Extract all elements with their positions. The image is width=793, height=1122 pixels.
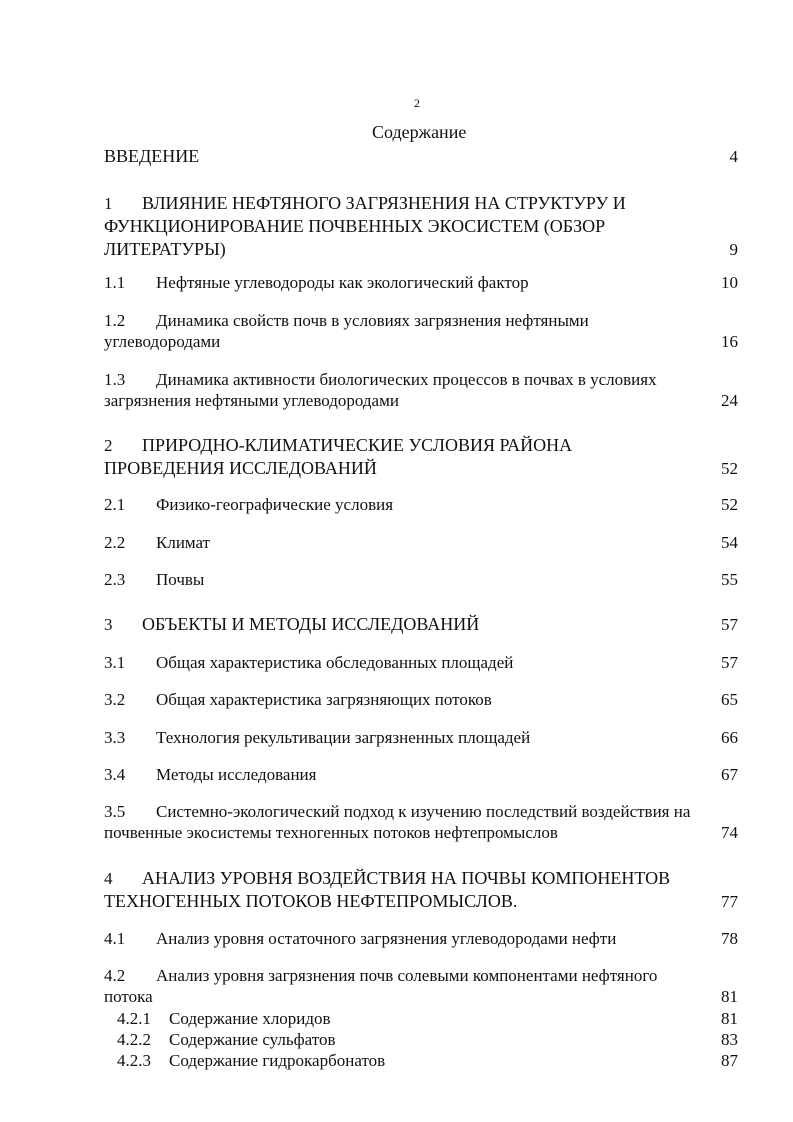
toc-entry-2-3	[104, 569, 738, 590]
toc-entry-chapter-3	[104, 614, 738, 635]
toc-entry-page: 78	[721, 929, 738, 948]
toc-entry-number: 4.2.3	[117, 1051, 151, 1070]
toc-entry-page: 65	[721, 690, 738, 709]
toc-entry-title: Содержание гидрокарбонатов	[169, 1051, 386, 1070]
toc-entry-title: Технология рекультивации загрязненных площадей	[156, 728, 531, 747]
toc-entry-page: 9	[729, 240, 738, 259]
toc-entry-1-3	[104, 369, 738, 411]
toc-entry-page: 54	[721, 533, 738, 552]
toc-entry-page: 67	[721, 765, 738, 784]
toc-entry-page: 57	[721, 615, 738, 634]
toc-entry-2-2	[104, 532, 738, 553]
toc-entry-number: 4.2.1	[117, 1009, 151, 1028]
toc-entry-title: Почвы	[156, 570, 205, 589]
toc-entry-4-2-1	[117, 1008, 738, 1029]
toc-entry-number: 1	[104, 194, 113, 213]
toc-entry-number: 4	[104, 869, 113, 888]
toc-entry-title: ВВЕДЕНИЕ	[104, 146, 200, 166]
toc-entry-page: 24	[721, 391, 738, 410]
toc-entry-2-1	[104, 494, 738, 515]
toc-entry-number: 4.2.2	[117, 1030, 151, 1049]
toc-entry-number: 2.3	[104, 570, 126, 589]
toc-entry-chapter-1	[104, 192, 738, 261]
toc-entry-number: 2.1	[104, 495, 126, 514]
toc-entry-title: Общая характеристика обследованных площадей	[156, 653, 514, 672]
toc-entry-title: Анализ уровня загрязнения почв солевыми компонентами нефтяного потока	[104, 966, 658, 1006]
toc-entry-number: 3	[104, 615, 113, 634]
toc-entry-page: 4	[729, 147, 738, 166]
toc-entry-title: ВЛИЯНИЕ НЕФТЯНОГО ЗАГРЯЗНЕНИЯ НА СТРУКТУРУ И ФУНКЦИОНИРОВАНИЕ ПОЧВЕННЫХ ЭКОСИСТЕМ (ОБЗОР ЛИТЕРАТУРЫ)	[104, 193, 626, 259]
toc-entry-page: 52	[721, 459, 738, 478]
toc-entry-number: 1.3	[104, 370, 126, 389]
toc-entry-title: Анализ уровня остаточного загрязнения углеводородами нефти	[156, 929, 617, 948]
toc-entry-page: 57	[721, 653, 738, 672]
toc-entry-title: Нефтяные углеводороды как экологический фактор	[156, 273, 529, 292]
toc-entry-number: 3.2	[104, 690, 126, 709]
toc-entry-chapter-2	[104, 434, 738, 480]
toc-entry-1-1	[104, 272, 738, 293]
toc-entry-4-1	[104, 928, 738, 949]
toc-entry-title: Динамика свойств почв в условиях загрязнения нефтяными углеводородами	[104, 311, 589, 351]
page-number: 2	[414, 96, 420, 110]
toc-entry-1-2	[104, 310, 738, 352]
toc-entry-number: 3.5	[104, 802, 126, 821]
toc-entry-title: Динамика активности биологических процессов в почвах в условиях загрязнения нефтяными углеводородами	[104, 370, 657, 410]
toc-entry-number: 1.1	[104, 273, 126, 292]
toc-entry-number: 2.2	[104, 533, 126, 552]
toc-entry-title: ОБЪЕКТЫ И МЕТОДЫ ИССЛЕДОВАНИЙ	[142, 614, 480, 634]
toc-entry-4-2-2	[117, 1029, 738, 1050]
toc-entry-title: Общая характеристика загрязняющих потоков	[156, 690, 492, 709]
toc-entry-page: 16	[721, 332, 738, 351]
toc-title: Содержание	[372, 122, 467, 142]
toc-entry-title: Климат	[156, 533, 211, 552]
toc-entry-3-2	[104, 689, 738, 710]
toc-entry-page: 10	[721, 273, 738, 292]
toc-entry-4-2	[104, 965, 738, 1007]
toc-entry-number: 3.4	[104, 765, 126, 784]
toc-entry-chapter-4	[104, 867, 738, 913]
toc-entry-page: 81	[721, 1009, 738, 1028]
toc-entry-title: ПРИРОДНО-КЛИМАТИЧЕСКИЕ УСЛОВИЯ РАЙОНА ПРОВЕДЕНИЯ ИССЛЕДОВАНИЙ	[104, 435, 573, 478]
toc-entry-page: 81	[721, 987, 738, 1006]
toc-entry-title: Системно-экологический подход к изучению последствий воздействия на почвенные экосистемы техногенных потоков нефтепромыслов	[104, 802, 691, 842]
toc-entry-title: Содержание хлоридов	[169, 1009, 331, 1028]
toc-entry-page: 66	[721, 728, 738, 747]
toc-entry-title: Содержание сульфатов	[169, 1030, 336, 1049]
toc-entry-3-1	[104, 652, 738, 673]
toc-entry-3-3	[104, 727, 738, 748]
toc-entry-number: 4.2	[104, 966, 126, 985]
toc-entry-page: 87	[721, 1051, 738, 1070]
toc-entry-number: 1.2	[104, 311, 126, 330]
toc-entry-number: 4.1	[104, 929, 126, 948]
toc-entry-page: 77	[721, 892, 738, 911]
toc-entry-3-4	[104, 764, 738, 785]
toc-entry-page: 74	[721, 823, 738, 842]
toc-entry-page: 55	[721, 570, 738, 589]
toc-entry-title: АНАЛИЗ УРОВНЯ ВОЗДЕЙСТВИЯ НА ПОЧВЫ КОМПОНЕНТОВ ТЕХНОГЕННЫХ ПОТОКОВ НЕФТЕПРОМЫСЛОВ.	[104, 868, 671, 911]
toc-entry-page: 83	[721, 1030, 738, 1049]
toc-entry-title: Физико-географические условия	[156, 495, 394, 514]
toc-entry-page: 52	[721, 495, 738, 514]
toc-entry-title: Методы исследования	[156, 765, 317, 784]
toc-entry-number: 2	[104, 436, 113, 455]
toc-entry-introduction	[104, 146, 738, 167]
toc-entry-number: 3.1	[104, 653, 126, 672]
toc-entry-number: 3.3	[104, 728, 126, 747]
toc-entry-4-2-3	[117, 1050, 738, 1071]
toc-entry-3-5	[104, 801, 738, 843]
